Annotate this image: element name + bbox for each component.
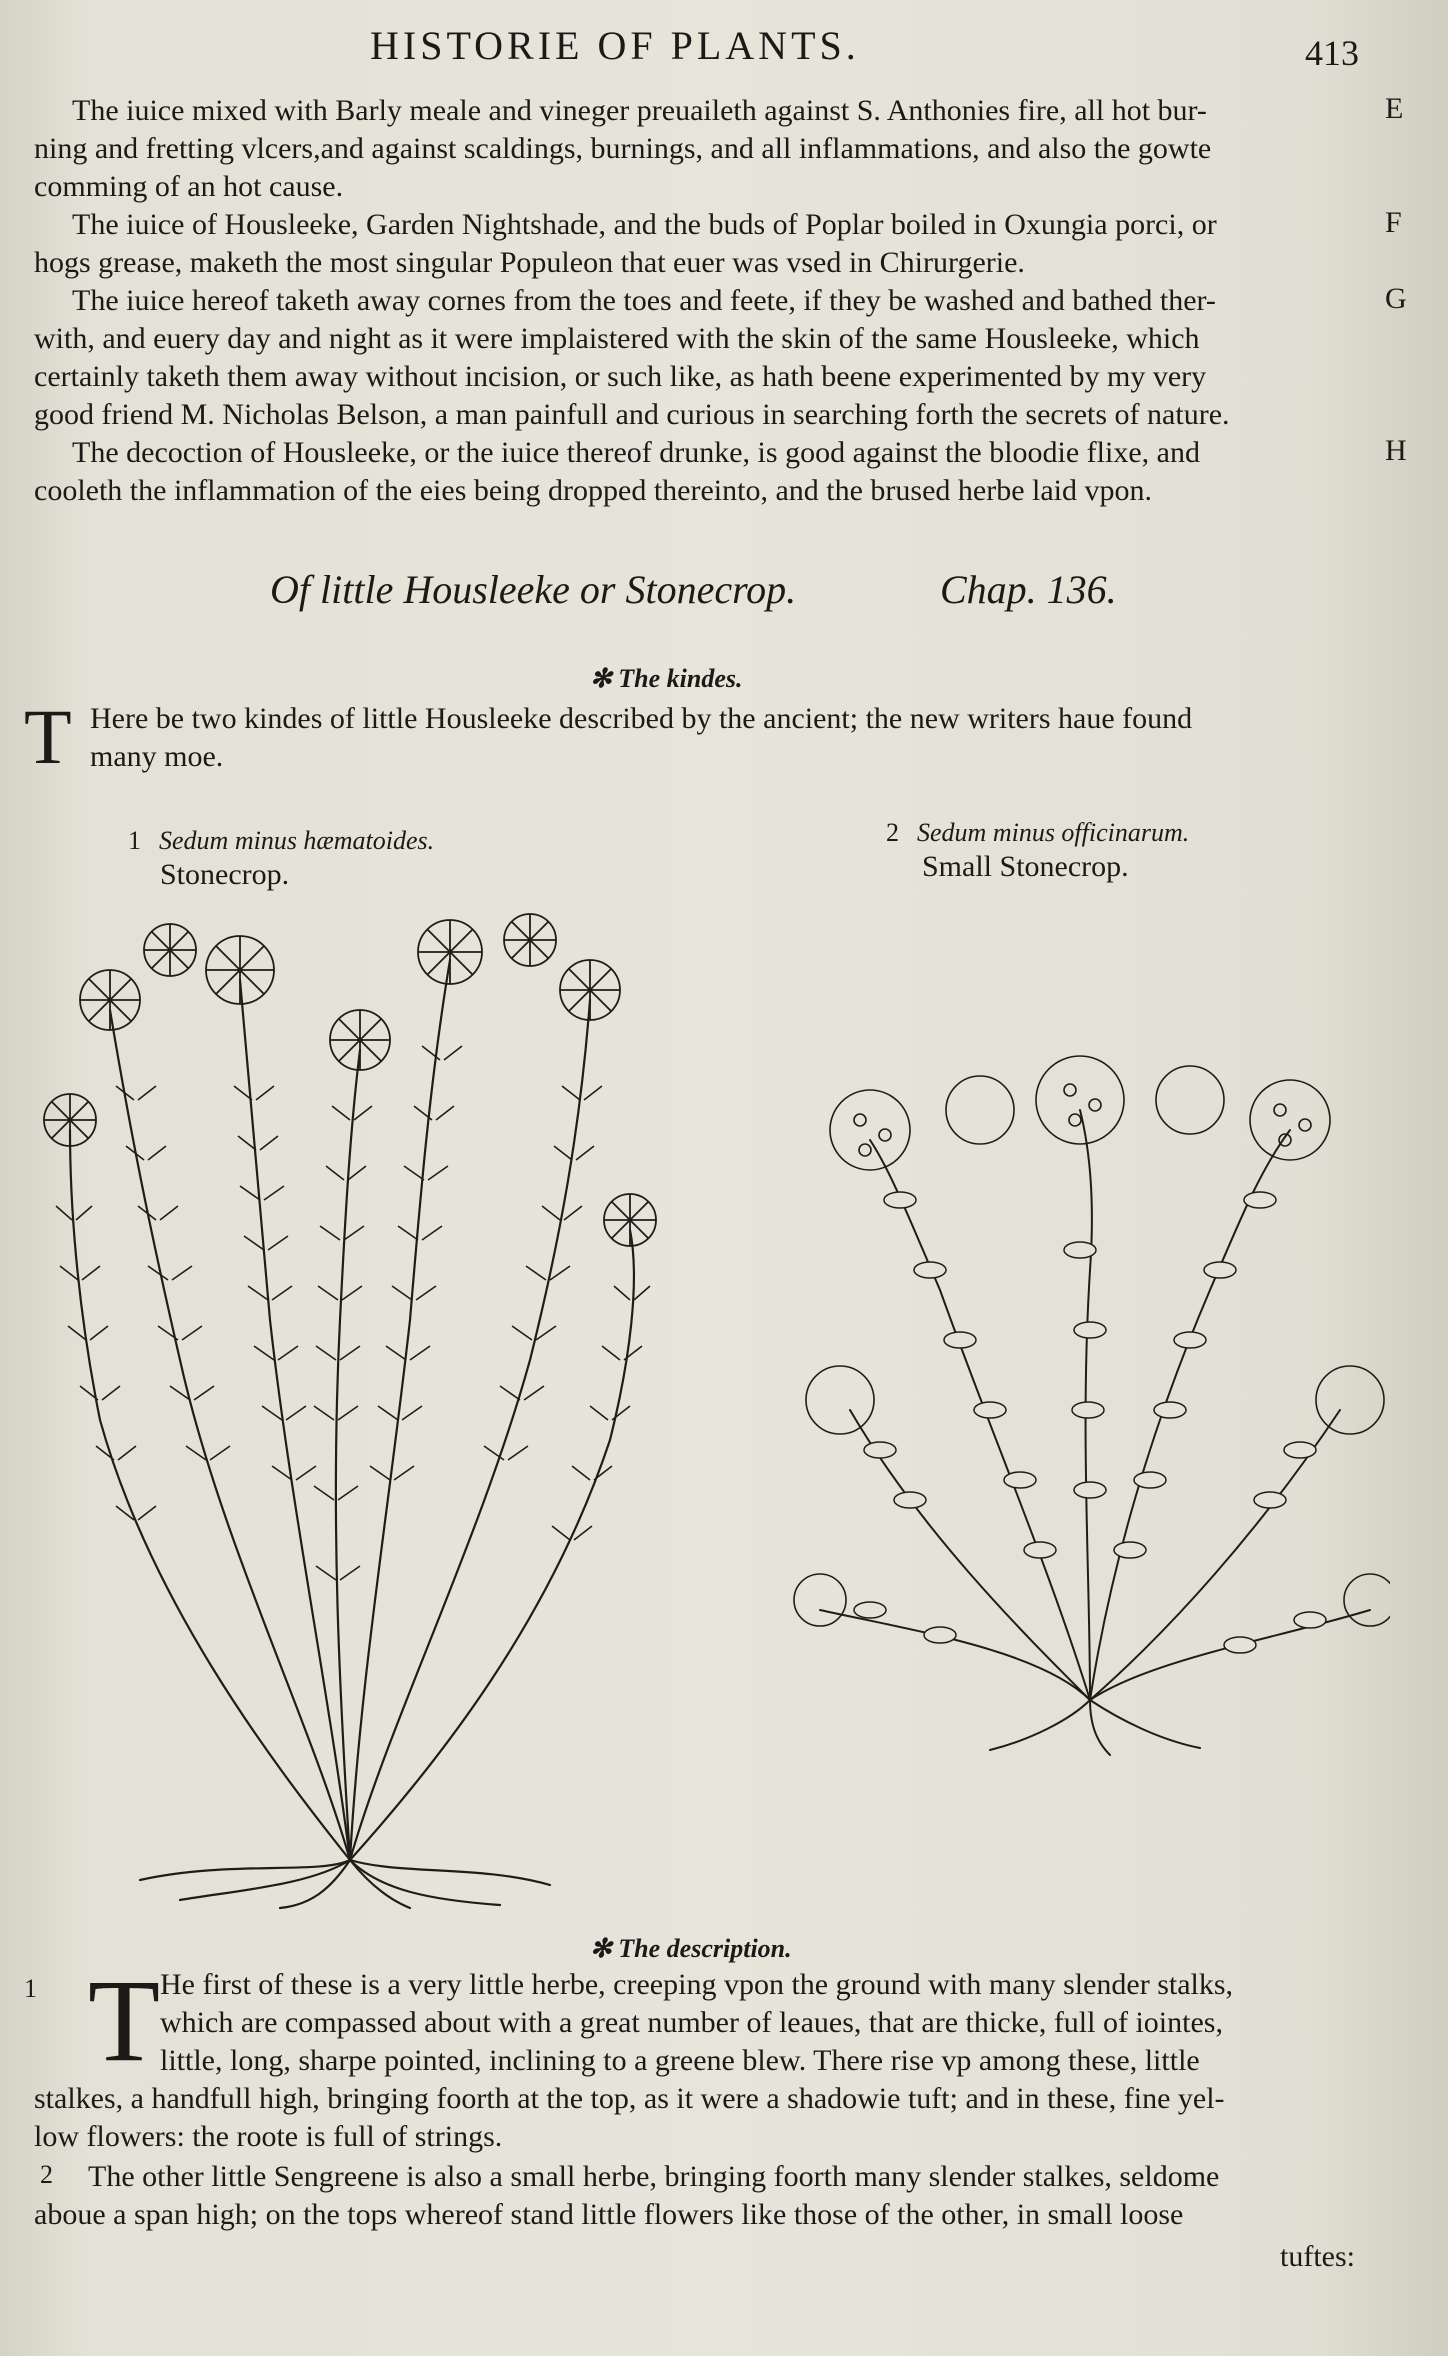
stonecrop-woodcut-illustration [30,900,670,1910]
description-heading [590,1934,792,1964]
chapter-number: Chap. 136. [940,567,1117,612]
figure-2-english-name: Small Stonecrop. [922,850,1129,883]
description-item-1-cont [34,2080,1370,2156]
description-item-1 [160,1966,1370,2080]
page-number: 413 [1305,33,1359,73]
text-line: cooleth the inflammation of the eies being dropped thereinto, and the brused herbe laid vpon. [34,474,1152,507]
text-line: hogs grease, maketh the most singular Populeon that euer was vsed in Chirurgerie. [34,246,1025,279]
text-line: many moe. [90,740,224,773]
text-line: good friend M. Nicholas Belson, a man painfull and curious in searching forth the secrets of nature. [34,398,1230,431]
text-line: which are compassed about with a great number of leaues, that are thicke, full of iointes, [160,2006,1223,2039]
running-title: HISTORIE OF PLANTS. [370,23,860,68]
kindes-dropcap: T [24,693,72,780]
text-line: The decoction of Housleeke, or the iuice thereof drunke, is good against the bloodie flixe, and [72,436,1200,469]
text-line: The iuice of Housleeke, Garden Nightshade, and the buds of Poplar boiled in Oxungia porci, or [72,208,1217,241]
text-line: comming of an hot cause. [34,170,344,203]
figure-1-number: 1 [128,826,141,855]
figure-1-latin-name: Sedum minus hæmatoides. [159,826,435,855]
kindes-heading-text: The kindes. [618,664,743,693]
margin-letter-f: F [1385,206,1402,239]
text-line: with, and euery day and night as it were implaistered with the skin of the same Housleeke, which [34,322,1200,355]
asterisk-icon: ✻ [590,664,612,693]
top-text [34,92,1370,510]
margin-letter-e: E [1385,92,1404,125]
description-heading-text: The description. [618,1934,792,1963]
figure-2-number: 2 [886,818,899,847]
small-stonecrop-woodcut-illustration [790,1050,1390,1760]
asterisk-icon: ✻ [590,1934,612,1963]
chapter-title: Of little Housleeke or Stonecrop. [270,567,797,612]
text-line: The iuice hereof taketh away cornes from the toes and feete, if they be washed and bathed ther- [72,284,1216,317]
text-line: The iuice mixed with Barly meale and vineger preuaileth against S. Anthonies fire, all hot bur- [72,94,1207,127]
figure-2-caption [886,818,1189,884]
kindes-heading [590,664,743,694]
text-line: He first of these is a very little herbe, creeping vpon the ground with many slender stalks, [160,1968,1234,2001]
text-line: aboue a span high; on the tops whereof stand little flowers like those of the other, in small loose [34,2198,1184,2231]
item-1-number: 1 [24,1974,37,2003]
text-line: certainly taketh them away without incision, or such like, as hath beene experimented by my very [34,360,1207,393]
margin-letter-h: H [1385,434,1407,467]
text-line: low flowers: the roote is full of strings. [34,2120,503,2153]
text-line: little, long, sharpe pointed, inclining to a greene blew. There rise vp among these, little [160,2044,1200,2077]
kindes-text [90,700,1370,776]
catchword: tuftes: [1280,2240,1355,2273]
description-item-2 [34,2158,1370,2234]
description-dropcap: T [88,1955,161,2086]
margin-letter-g: G [1385,282,1407,315]
page-header [0,22,1448,82]
text-line: The other little Sengreene is also a small herbe, bringing foorth many slender stalkes, seldome [88,2160,1220,2193]
text-line: Here be two kindes of little Housleeke described by the ancient; the new writers haue found [90,702,1193,735]
figure-1-caption [128,826,434,892]
item-2-number: 2 [40,2160,53,2189]
text-line: stalkes, a handfull high, bringing foorth at the top, as it were a shadowie tuft; and in these, fine yel- [34,2082,1225,2115]
figure-1-english-name: Stonecrop. [160,858,290,891]
text-line: ning and fretting vlcers,and against scaldings, burnings, and all inflammations, and also the gowte [34,132,1212,165]
figure-2-latin-name: Sedum minus officinarum. [917,818,1190,847]
